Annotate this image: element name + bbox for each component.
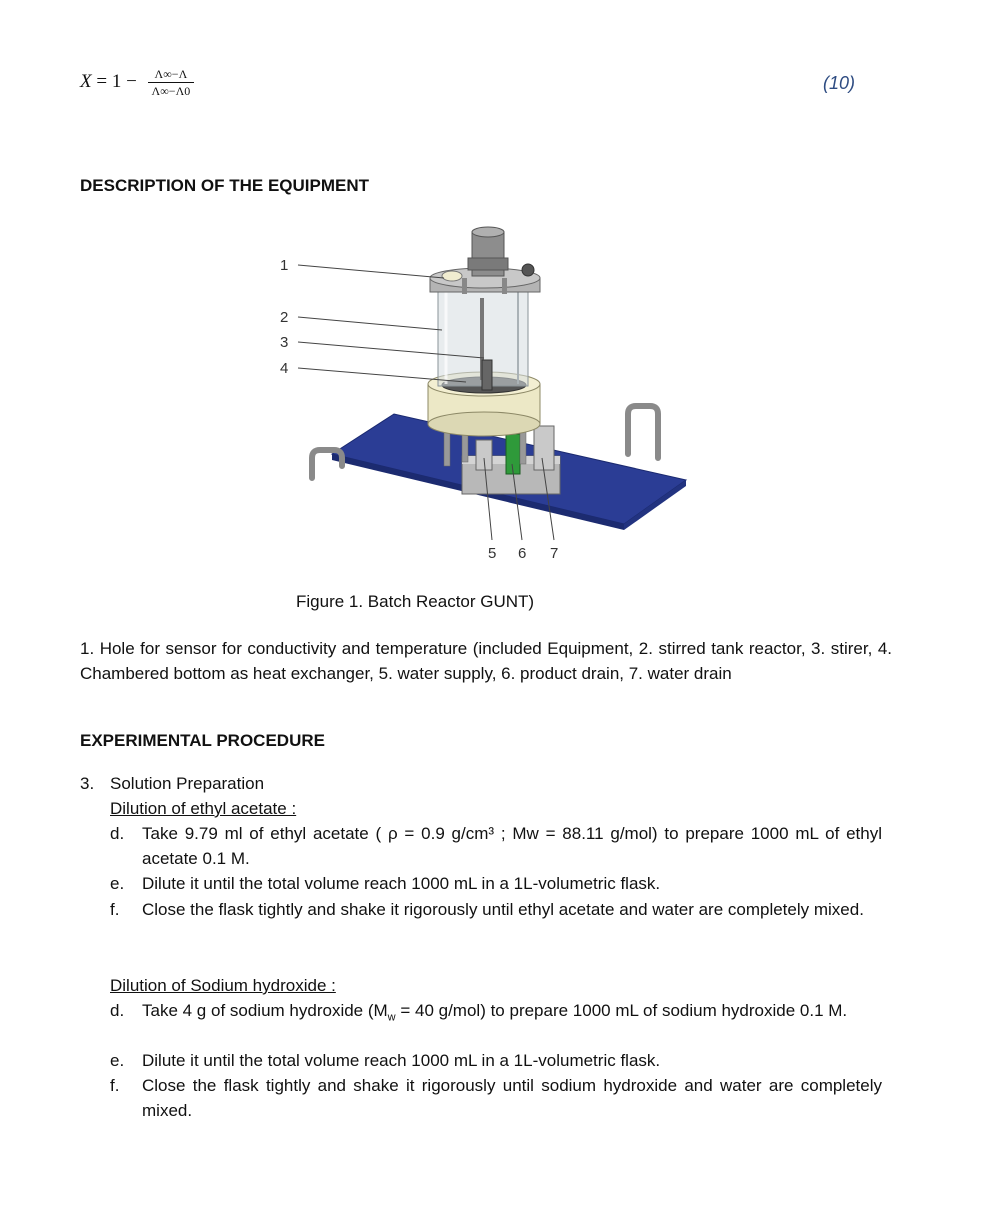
callout-2: 2 <box>280 309 289 326</box>
right-handle <box>628 406 658 458</box>
equation-variable: X <box>80 70 92 92</box>
item-text <box>142 998 882 1030</box>
conversion-equation <box>80 66 194 99</box>
item-label: f. <box>110 900 120 919</box>
equation-denominator: Λ∞−Λ0 <box>151 84 191 98</box>
step-number: 3. <box>80 774 95 793</box>
figure-caption: Figure 1. Batch Reactor GUNT) <box>296 592 535 611</box>
item-label: d. <box>110 1001 125 1020</box>
step-title: Solution Preparation <box>110 774 265 793</box>
equipment-heading: DESCRIPTION OF THE EQUIPMENT <box>80 176 370 195</box>
item-text: Close the flask tightly and shake it rigorously until ethyl acetate and water are completely mixed. <box>142 900 864 919</box>
callout-1: 1 <box>280 257 289 274</box>
item-text-suffix: = 40 g/mol) to prepare 1000 mL of sodium hydroxide 0.1 M. <box>395 1001 848 1020</box>
item-text-prefix: Take 4 g of sodium hydroxide (M <box>142 1001 388 1020</box>
sodium-hydroxide-subheading: Dilution of Sodium hydroxide : <box>110 976 336 995</box>
stirrer-blade <box>482 360 492 390</box>
water-supply-valve <box>476 440 492 470</box>
item-label: e. <box>110 1051 125 1070</box>
item-label: f. <box>110 1076 120 1095</box>
water-drain-valve <box>534 426 554 470</box>
equation-numerator: Λ∞−Λ <box>148 66 195 83</box>
item-text: Dilute it until the total volume reach 1000 mL in a 1L-volumetric flask. <box>142 874 661 893</box>
item-text-subscript: w <box>387 1011 396 1024</box>
item-text: Take 9.79 ml of ethyl acetate ( ρ = 0.9 g/cm³ ; Mw = 88.11 g/mol) to prepare 1000 mL of ethyl acetate 0.1 M. <box>142 824 882 868</box>
sensor-hole <box>442 271 462 281</box>
callout-7: 7 <box>550 545 559 562</box>
equation-number: (10) <box>822 73 855 93</box>
procedure-heading: EXPERIMENTAL PROCEDURE <box>80 731 325 750</box>
callout-6: 6 <box>518 545 527 562</box>
figure-legend-text: 1. Hole for sensor for conductivity and temperature (included Equipment, 2. stirred tank reactor, 3. stirer, 4. Chambered bottom as heat exchanger, 5. water supply, 6. product drain, 7. water drain <box>80 639 892 683</box>
item-label: d. <box>110 824 125 843</box>
item-label: e. <box>110 874 125 893</box>
callout-5: 5 <box>488 545 497 562</box>
callout-4: 4 <box>280 360 289 377</box>
ethyl-acetate-subheading: Dilution of ethyl acetate : <box>110 799 297 818</box>
callout-3: 3 <box>280 334 289 351</box>
batch-reactor-figure <box>276 218 696 570</box>
item-text: Close the flask tightly and shake it rigorously until sodium hydroxide and water are completely mixed. <box>142 1076 882 1120</box>
item-text: Dilute it until the total volume reach 1000 mL in a 1L-volumetric flask. <box>142 1051 661 1070</box>
equation-prefix: = 1 − <box>96 70 137 92</box>
equation-fraction <box>148 66 195 99</box>
